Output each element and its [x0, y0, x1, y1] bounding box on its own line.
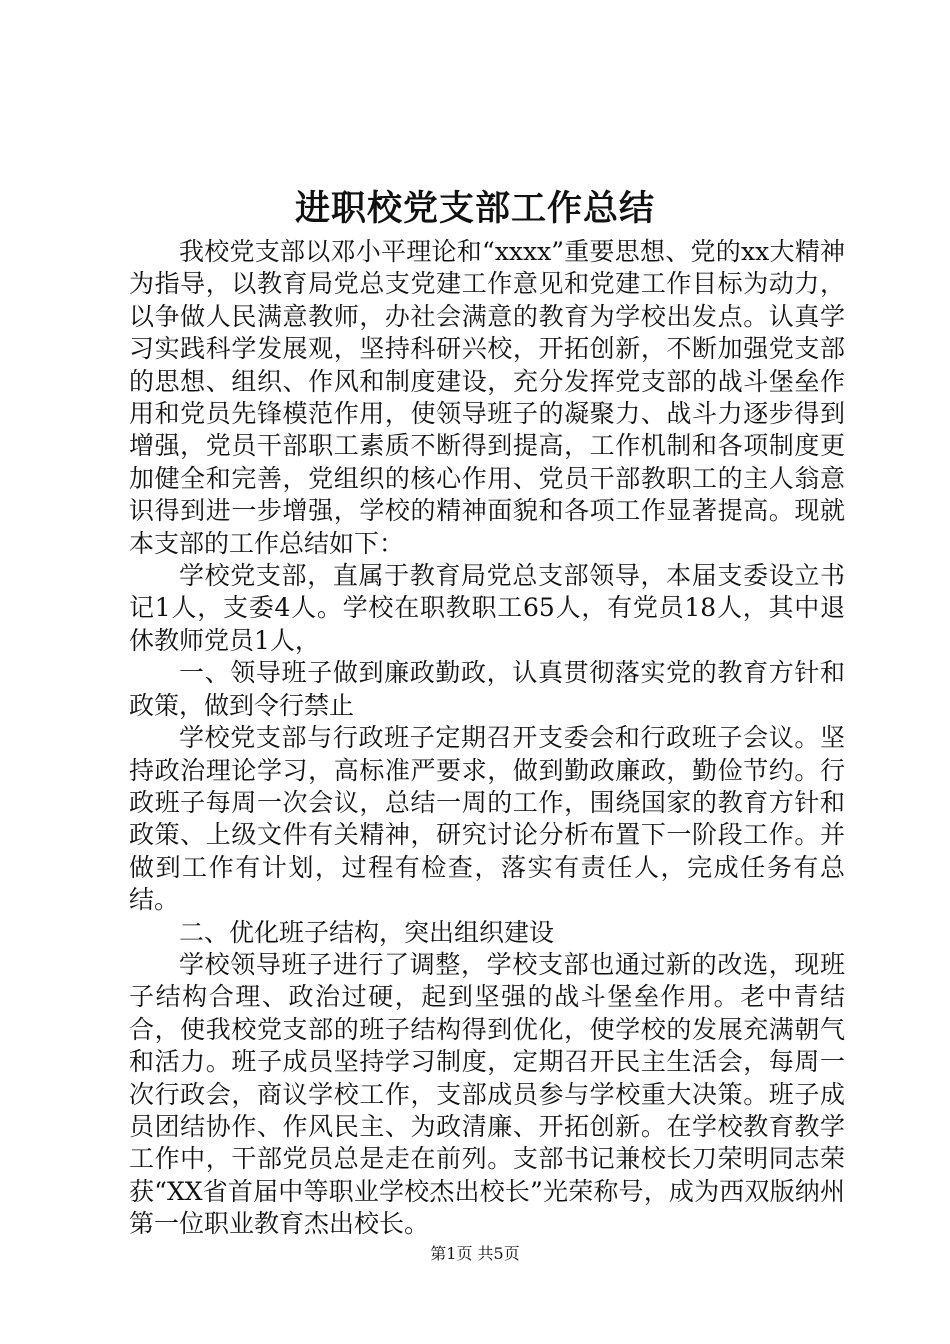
document-body	[129, 236, 845, 1241]
paragraph-section-1: 学校党支部与行政班子定期召开支委会和行政班子会议。坚持政治理论学习，高标准严要求，做到勤政廉政，勤俭节约。行政班子每周一次会议，总结一周的工作，围绕国家的教育方针和政策、上级文件有关精神，研究讨论分析布置下一阶段工作。并做到工作有计划，过程有检查，落实有责任人，完成任务有总结。	[129, 723, 845, 915]
document-title: 进职校党支部工作总结	[294, 188, 655, 229]
page-footer: 第1页 共5页	[430, 1244, 520, 1263]
paragraph-intro: 我校党支部以邓小平理论和“xxxx”重要思想、党的xx大精神为指导，以教育局党总支党建工作意见和党建工作目标为动力，以争做人民满意教师，办社会满意的教育为学校出发点。认真学习实践科学发展观，坚持科研兴校，开拓创新，不断加强党支部的思想、组织、作风和制度建设，充分发挥党支部的战斗堡垒作用和党员先锋模范作用，使领导班子的凝聚力、战斗力逐步得到增强，党员干部职工素质不断得到提高，工作机制和各项制度更加健全和完善，党组织的核心作用、党员干部教职工的主人翁意识得到进一步增强，学校的精神面貌和各项工作显著提高。现就本支部的工作总结如下：	[129, 237, 845, 558]
section-heading-2: 二、优化班子结构，突出组织建设	[179, 917, 555, 947]
paragraph-branch-overview: 学校党支部，直属于教育局党总支部领导，本届支委设立书记1人，支委4人。学校在职教职工65人，有党员18人，其中退休教师党员1人，	[129, 561, 845, 655]
section-heading-1: 一、领导班子做到廉政勤政，认真贯彻落实党的教育方针和政策，做到令行禁止	[129, 658, 845, 720]
paragraph-section-2: 学校领导班子进行了调整，学校支部也通过新的改选，现班子结构合理、政治过硬，起到坚强的战斗堡垒作用。老中青结合，使我校党支部的班子结构得到优化，使学校的发展充满朝气和活力。班子成员坚持学习制度，定期召开民主生活会，每周一次行政会，商议学校工作，支部成员参与学校重大决策。班子成员团结协作、作风民主、为政清廉、开拓创新。在学校教育教学工作中，干部党员总是走在前列。支部书记兼校长刀荣明同志荣获“XX省首届中等职业学校杰出校长”光荣称号，成为西双版纳州第一位职业教育杰出校长。	[129, 949, 845, 1239]
